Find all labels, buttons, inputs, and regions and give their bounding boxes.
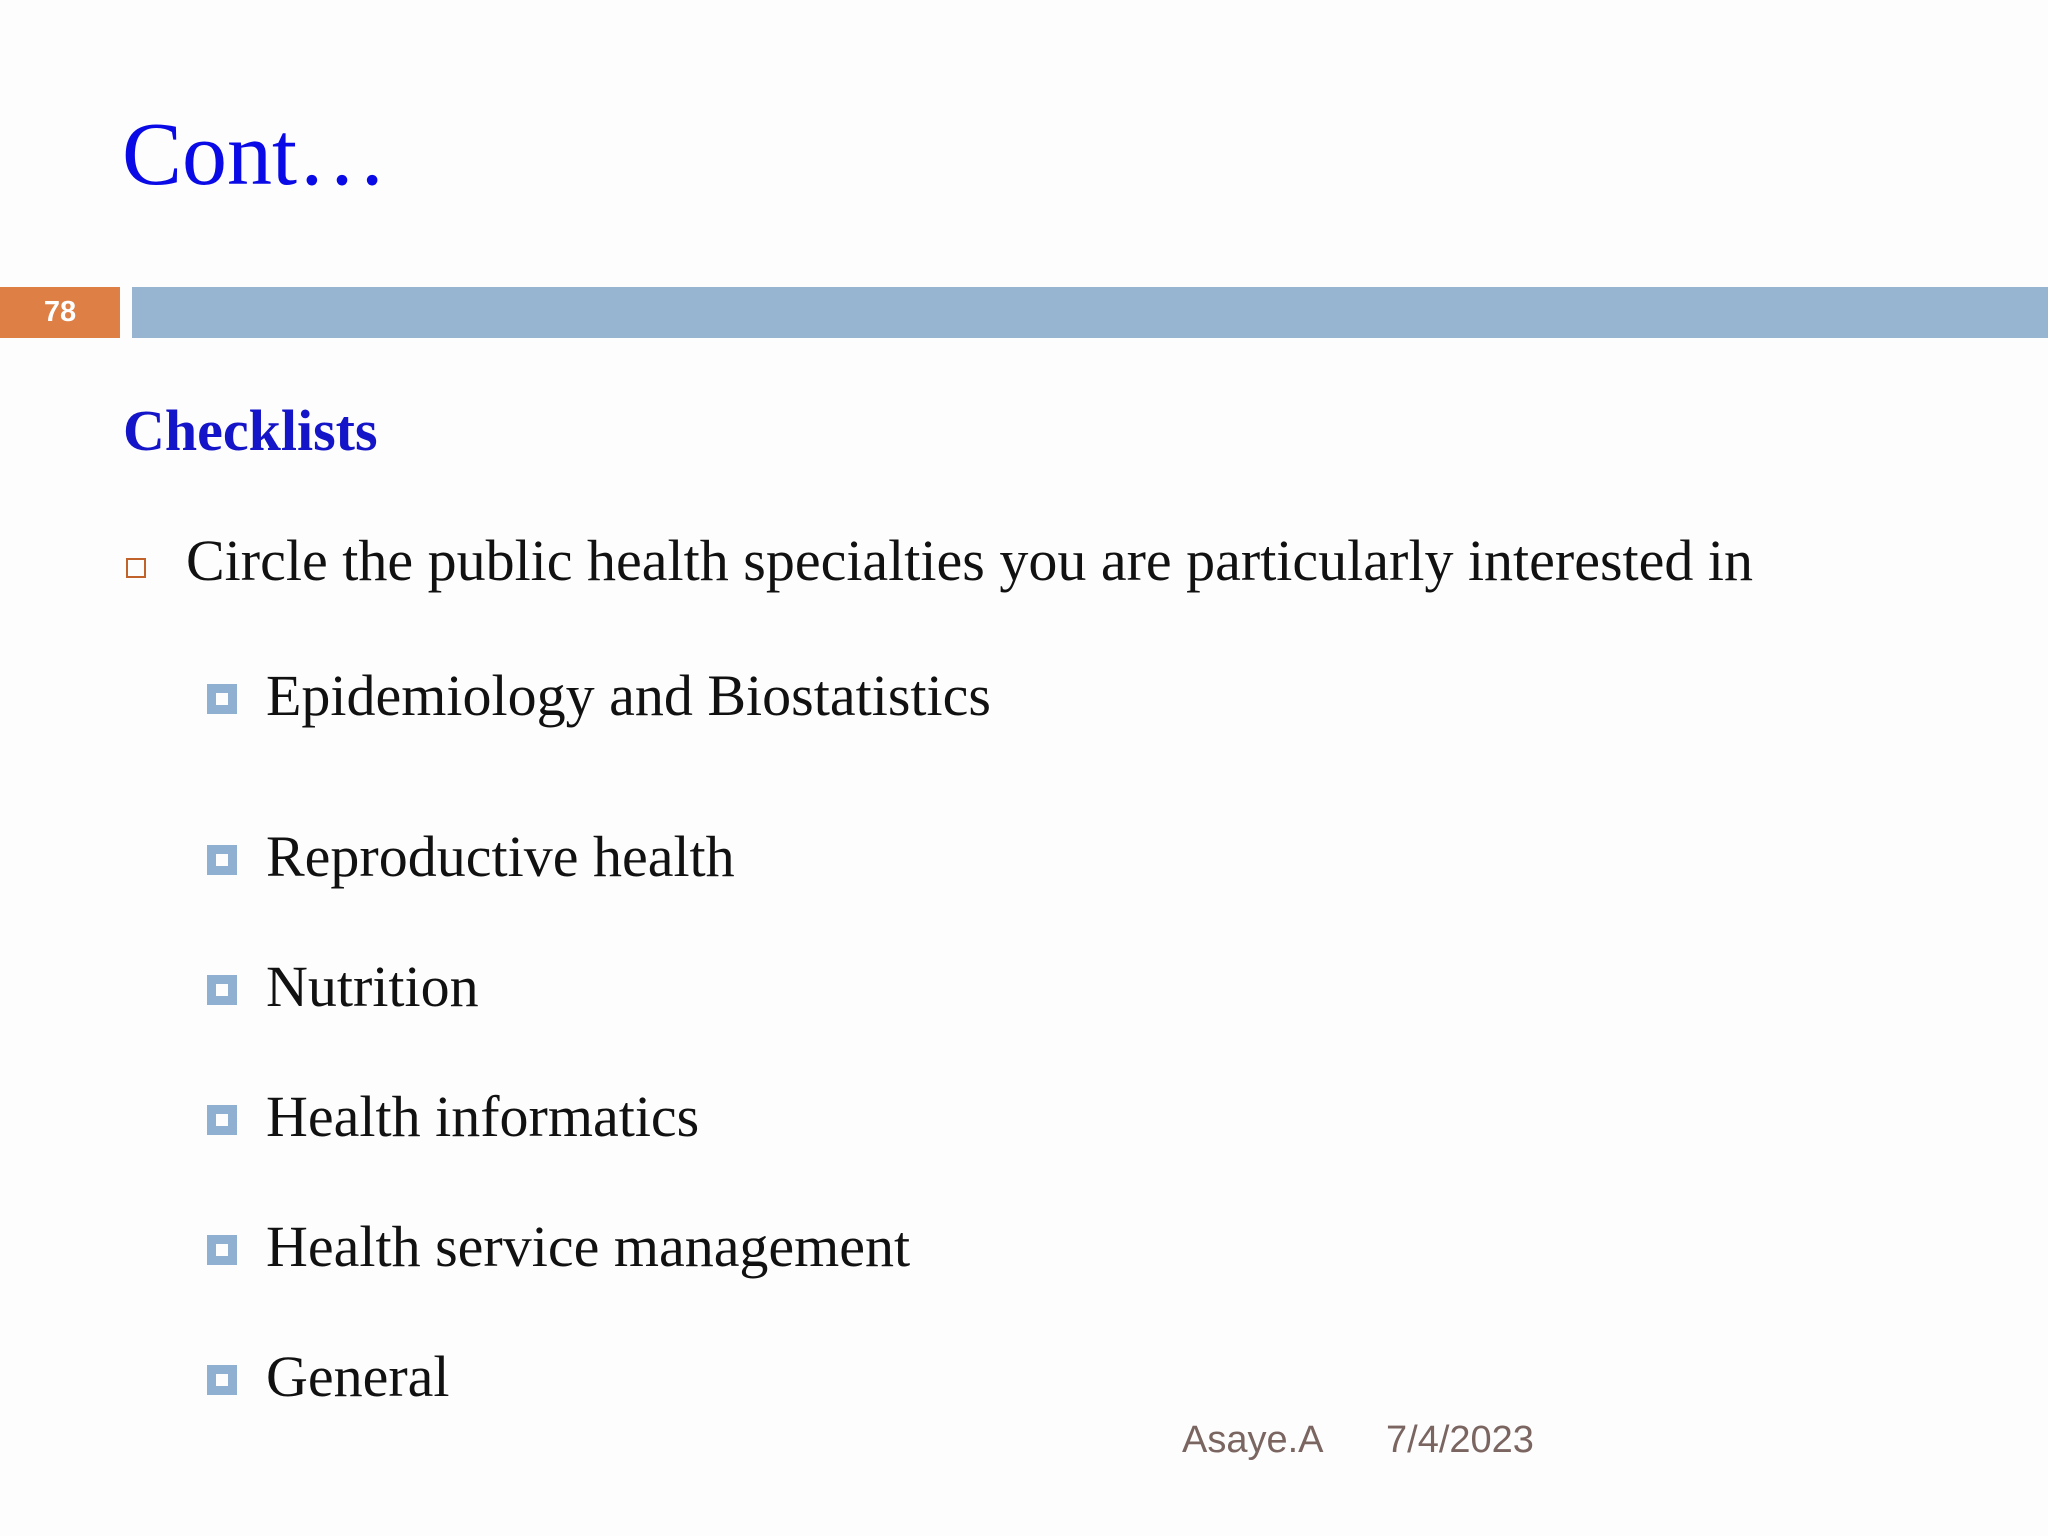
slide-title: Cont… (122, 105, 388, 204)
list-item-label: Epidemiology and Biostatistics (266, 663, 991, 728)
list-item-label: General (266, 1344, 450, 1409)
square-bullet-icon (207, 1105, 237, 1135)
square-bullet-icon (207, 845, 237, 875)
list-item-label: Nutrition (266, 954, 479, 1019)
square-bullet-icon (207, 684, 237, 714)
list-item (207, 922, 991, 1052)
square-bullet-icon (207, 975, 237, 1005)
list-item (207, 1182, 991, 1312)
list-item-label: Reproductive health (266, 824, 735, 889)
hollow-square-bullet-icon (126, 558, 146, 578)
footer-date: 7/4/2023 (1386, 1419, 1534, 1461)
section-heading: Checklists (123, 398, 378, 463)
footer-author: Asaye.A (1182, 1419, 1324, 1461)
list-item-label: Health informatics (266, 1084, 700, 1149)
slide-number: 78 (0, 287, 120, 338)
list-item (207, 1312, 991, 1442)
list-item (207, 1052, 991, 1182)
main-bullet (126, 528, 1754, 593)
square-bullet-icon (207, 1235, 237, 1265)
specialties-list (207, 662, 991, 1442)
main-bullet-text: Circle the public health specialties you are particularly interested in (186, 528, 1754, 593)
square-bullet-icon (207, 1365, 237, 1395)
list-item (207, 662, 991, 730)
header-bar (132, 287, 2048, 338)
list-item-label: Health service management (266, 1214, 911, 1279)
list-item (207, 792, 991, 922)
